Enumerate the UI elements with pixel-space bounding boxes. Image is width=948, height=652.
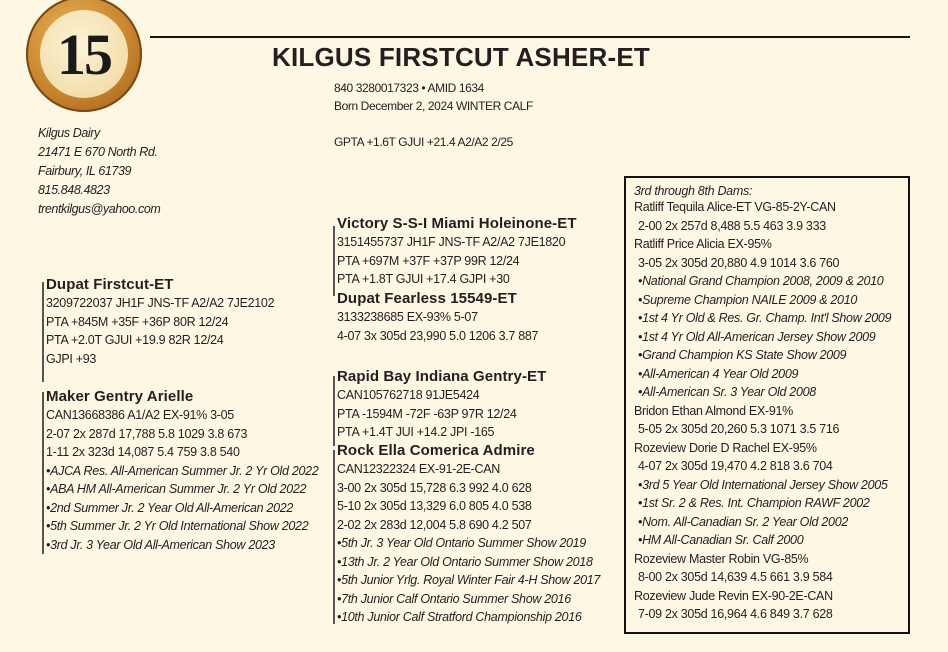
dam-dam-honor: •5th Junior Yrlg. Royal Winter Fair 4-H Show 2017 (337, 573, 601, 587)
dams-box-line: 3-05 2x 305d 20,880 4.9 1014 3.6 760 (638, 255, 840, 270)
sire-dam-line: 3133238685 EX-93% 5-07 (337, 310, 478, 324)
lot-badge-inner (40, 10, 128, 98)
sire-dam-block (337, 290, 538, 345)
dam-honor: •ABA HM All-American Summer Jr. 2 Yr Old 2022 (46, 482, 307, 496)
dams-box-honor: •Grand Champion KS State Show 2009 (638, 348, 847, 362)
dam-line: CAN13668386 A1/A2 EX-91% 3-05 (46, 408, 234, 422)
dams-box-honor: •Supreme Champion NAILE 2009 & 2010 (638, 292, 858, 307)
sire-sire-line: 3151455737 JH1F JNS-TF A2/A2 7JE1820 (337, 235, 566, 249)
sire-sire-line: PTA +697M +37F +37P 99R 12/24 (337, 253, 520, 268)
consignor-phone: 815.848.4823 (38, 183, 110, 197)
dam-bracket (42, 392, 44, 554)
sire-line: PTA +2.0T GJUI +19.9 82R 12/24 (46, 333, 224, 347)
dam-dam-line: CAN12322324 EX-91-2E-CAN (337, 462, 501, 476)
dam-block (46, 388, 318, 554)
dam-line: 1-11 2x 323d 14,087 5.4 759 3.8 540 (46, 445, 240, 459)
dam-dam-line: 2-02 2x 283d 12,004 5.8 690 4.2 507 (337, 517, 532, 532)
dam-sire-line: PTA -1594M -72F -63P 97R 12/24 (337, 406, 517, 421)
dam-sire-name: Rapid Bay Indiana Gentry-ET (337, 368, 547, 385)
dam-dam-honor: •7th Junior Calf Ontario Summer Show 2016 (337, 591, 571, 606)
dams-box-honor: •1st 4 Yr Old All-American Jersey Show 2009 (638, 329, 876, 344)
dams-box-line: Ratliff Tequila Alice-ET VG-85-2Y-CAN (634, 200, 836, 214)
dams-box-line: 4-07 2x 305d 19,470 4.2 818 3.6 704 (638, 459, 833, 473)
dam-dam-line: 3-00 2x 305d 15,728 6.3 992 4.0 628 (337, 480, 532, 495)
dams-box-honor: •National Grand Champion 2008, 2009 & 2010 (638, 274, 884, 288)
dam-dam-honor: •13th Jr. 2 Year Old Ontario Summer Show 2018 (337, 554, 593, 569)
sire-sire-bracket (333, 226, 335, 296)
animal-id-line: 840 3280017323 • AMID 1634 (334, 81, 484, 95)
sire-line: PTA +845M +35F +36P 80R 12/24 (46, 314, 229, 329)
animal-info (334, 79, 533, 115)
dams-box-line: Rozeview Master Robin VG-85% (634, 551, 809, 566)
dams-box-honor: •1st 4 Yr Old & Res. Gr. Champ. Int'l Show 2009 (638, 311, 892, 325)
ancestor-dams-box (624, 176, 910, 634)
animal-born-line: Born December 2, 2024 WINTER CALF (334, 99, 533, 113)
animal-genomics-line: GPTA +1.6T GJUI +21.4 A2/A2 2/25 (334, 135, 513, 149)
dams-box-honor: •All-American 4 Year Old 2009 (638, 366, 799, 381)
dam-sire-line: CAN105762718 91JE5424 (337, 388, 480, 402)
dam-honor: •3rd Jr. 3 Year Old All-American Show 2023 (46, 537, 275, 552)
dams-box-honor: •1st Sr. 2 & Res. Int. Champion RAWF 2002 (638, 496, 870, 510)
dam-dam-line: 5-10 2x 305d 13,329 6.0 805 4.0 538 (337, 499, 532, 513)
dams-box-honor: •All-American Sr. 3 Year Old 2008 (638, 385, 816, 399)
dams-box-line: 8-00 2x 305d 14,639 4.5 661 3.9 584 (638, 570, 833, 584)
dams-box-line: Bridon Ethan Almond EX-91% (634, 403, 793, 418)
dam-line: 2-07 2x 287d 17,788 5.8 1029 3.8 673 (46, 426, 248, 441)
dam-sire-line: PTA +1.4T JUI +14.2 JPI -165 (337, 425, 495, 439)
animal-name: KILGUS FIRSTCUT ASHER-ET (272, 42, 650, 72)
sire-block (46, 276, 274, 368)
sire-bracket (42, 282, 44, 382)
dams-box-honor: •HM All-Canadian Sr. Calf 2000 (638, 533, 804, 547)
dams-box-line: Rozeview Dorie D Rachel EX-95% (634, 440, 817, 455)
dams-box-line: 2-00 2x 257d 8,488 5.5 463 3.9 333 (638, 218, 826, 233)
sire-line: GJPI +93 (46, 351, 97, 366)
dams-box-header: 3rd through 8th Dams: (634, 184, 753, 198)
sire-name: Dupat Firstcut-ET (46, 276, 174, 293)
consignor-address1: 21471 E 670 North Rd. (38, 145, 158, 159)
consignor-email: trentkilgus@yahoo.com (38, 202, 161, 216)
consignor-name: Kilgus Dairy (38, 126, 100, 140)
lot-number: 15 (57, 21, 111, 87)
dams-box-line: 5-05 2x 305d 20,260 5.3 1071 3.5 716 (638, 422, 840, 436)
sire-line: 3209722037 JH1F JNS-TF A2/A2 7JE2102 (46, 296, 275, 310)
dams-box-line: 7-09 2x 305d 16,964 4.6 849 3.7 628 (638, 607, 833, 621)
sire-sire-block (337, 215, 577, 289)
dam-sire-block (337, 368, 546, 442)
dam-dam-name: Rock Ella Comerica Admire (337, 442, 535, 459)
sire-sire-name: Victory S-S-I Miami Holeinone-ET (337, 215, 577, 232)
sire-sire-line: PTA +1.8T GJUI +17.4 GJPI +30 (337, 272, 510, 286)
dam-dam-honor: •10th Junior Calf Stratford Championship 2016 (337, 610, 582, 624)
dams-box-lines (634, 198, 891, 624)
dam-dam-bracket (333, 450, 335, 624)
consignor-address2: Fairbury, IL 61739 (38, 164, 132, 178)
header-rule (150, 36, 910, 38)
lot-number-badge (26, 0, 142, 112)
dam-dam-honor: •5th Jr. 3 Year Old Ontario Summer Show 2019 (337, 536, 586, 550)
dams-box-honor: •3rd 5 Year Old International Jersey Show 2005 (638, 477, 888, 492)
dam-honor: •2nd Summer Jr. 2 Year Old All-American 2022 (46, 500, 294, 515)
sire-dam-line: 4-07 3x 305d 23,990 5.0 1206 3.7 887 (337, 328, 539, 343)
dam-sire-bracket (333, 376, 335, 446)
dam-name: Maker Gentry Arielle (46, 388, 194, 405)
dams-box-line: Ratliff Price Alicia EX-95% (634, 237, 772, 251)
dam-honor: •AJCA Res. All-American Summer Jr. 2 Yr Old 2022 (46, 463, 319, 478)
consignor-contact (38, 124, 160, 219)
dams-box-honor: •Nom. All-Canadian Sr. 2 Year Old 2002 (638, 514, 848, 529)
dams-box-line: Rozeview Jude Revin EX-90-2E-CAN (634, 588, 833, 603)
dam-honor: •5th Summer Jr. 2 Yr Old International Show 2022 (46, 519, 309, 533)
dam-dam-block (337, 442, 600, 627)
sire-dam-name: Dupat Fearless 15549-ET (337, 290, 517, 307)
